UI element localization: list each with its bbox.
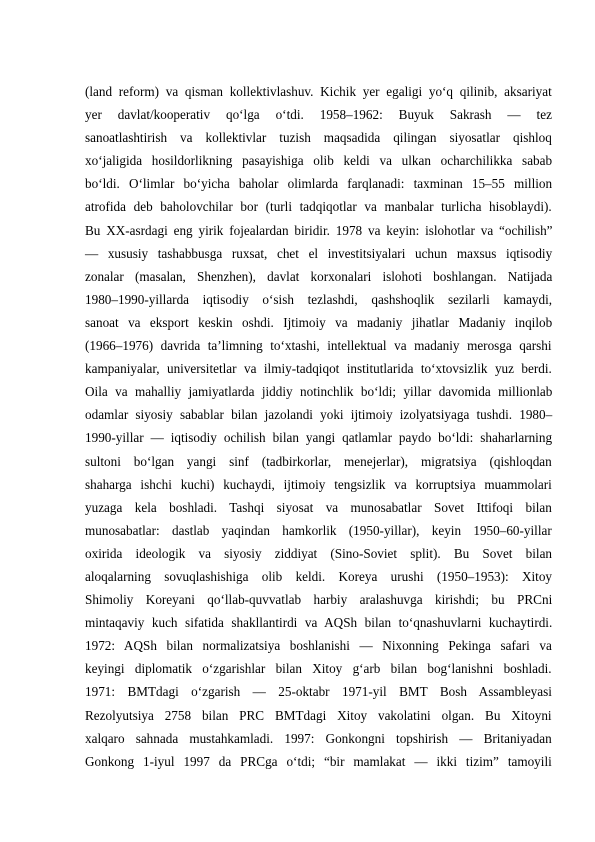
text-line: zonalar (masalan, Shenzhen), davlat korxonalari islohoti boshlangan. Natijada: [85, 268, 553, 284]
text-line: bo‘ldi. O‘limlar bo‘yicha baholar olimlarda farqlanadi: taxminan 15–55 million: [85, 176, 553, 192]
text-line: 1971: BMTdagi o‘zgarish — 25-oktabr 1971-yil BMT Bosh Assambleyasi: [85, 684, 552, 700]
text-line: sanoat va eksport keskin oshdi. Ijtimoiy va madaniy jihatlar Madaniy inqilob: [85, 314, 553, 330]
text-line: (1966–1976) davrida ta’limning to‘xtashi, intellektual va madaniy merosga qarshi: [85, 338, 552, 354]
text-line: yuzaga kela boshladi. Tashqi siyosat va munosabatlar Sovet Ittifoqi bilan: [85, 499, 552, 515]
text-line: Bu XX-asrdagi eng yirik fojealardan biridir. 1978 va keyin: islohotlar va “ochilish”: [85, 222, 553, 238]
text-line: aloqalarning sovuqlashishiga olib keldi. Koreya urushi (1950–1953): Xitoy: [85, 568, 553, 584]
text-line: (land reform) va qisman kollektivlashuv. Kichik yer egaligi yo‘q qilinib, aksariyat: [85, 84, 552, 99]
body-text: [85, 80, 552, 773]
text-line: — xususiy tashabbusga ruxsat, chet el investitsiyalari uchun maxsus iqtisodiy: [85, 245, 553, 261]
text-line: Gonkong 1-iyul 1997 da PRCga o‘tdi; “bir mamlakat — ikki tizim” tamoyili: [85, 753, 552, 769]
text-line: xalqaro sahnada mustahkamladi. 1997: Gonkongni topshirish — Britaniyadan: [85, 730, 552, 746]
text-line: 1980–1990-yillarda iqtisodiy o‘sish tezlashdi, qashshoqlik sezilarli kamaydi,: [85, 291, 553, 307]
text-line: kampaniyalar, universitetlar va ilmiy-tadqiqot institutlarida to‘xtovsizlik yuz berdi.: [85, 361, 552, 377]
text-line: 1972: AQSh bilan normalizatsiya boshlanishi — Nixonning Pekinga safari va: [85, 638, 552, 654]
text-line: 1990-yillar — iqtisodiy ochilish bilan yangi qatlamlar paydo bo‘ldi: shaharlarning: [85, 430, 553, 446]
text-line: munosabatlar: dastlab yaqindan hamkorlik (1950-yillar), keyin 1950–60-yillar: [85, 522, 552, 538]
text-line: Rezolyutsiya 2758 bilan PRC BMTdagi Xitoy vakolatini olgan. Bu Xitoyni: [85, 707, 552, 723]
text-line: odamlar siyosiy sabablar bilan jazolandi yoki ijtimoiy izolyatsiyaga tushdi. 1980–: [85, 407, 553, 423]
text-line: mintaqaviy kuch sifatida shakllantirdi va AQSh bilan to‘qnashuvlarni kuchaytirdi.: [85, 615, 553, 631]
text-line: atrofida deb baholovchilar bor (turli tadqiqotlar va manbalar turlicha hisoblaydi).: [85, 199, 552, 215]
text-line: xo‘jaligida hosildorlikning pasayishiga olib keldi va ulkan ocharchilikka sabab: [85, 153, 553, 169]
text-line: Shimoliy Koreyani qo‘llab-quvvatlab harbiy aralashuvga kirishdi; bu PRCni: [85, 592, 553, 608]
text-line: shaharga ishchi kuchi) kuchaydi, ijtimoiy tengsizlik va korruptsiya muammolari: [85, 476, 552, 492]
text-line: yer davlat/kooperativ qo‘lga o‘tdi. 1958–1962: Buyuk Sakrash — tez: [85, 107, 552, 123]
text-line: sultoni bo‘lgan yangi sinf (tadbirkorlar, menejerlar), migratsiya (qishloqdan: [85, 453, 552, 469]
text-line: oxirida ideologik va siyosiy ziddiyat (Sino-Soviet split). Bu Sovet bilan: [85, 545, 553, 561]
text-line: keyingi diplomatik o‘zgarishlar bilan Xitoy g‘arb bilan bog‘lanishni boshladi.: [85, 661, 552, 677]
text-line: Oila va mahalliy jamiyatlarda jiddiy notinchlik bo‘ldi; yillar davomida millionlab: [85, 384, 553, 400]
text-line: sanoatlashtirish va kollektivlar tuzish maqsadida qilingan siyosatlar qishloq: [85, 130, 552, 146]
